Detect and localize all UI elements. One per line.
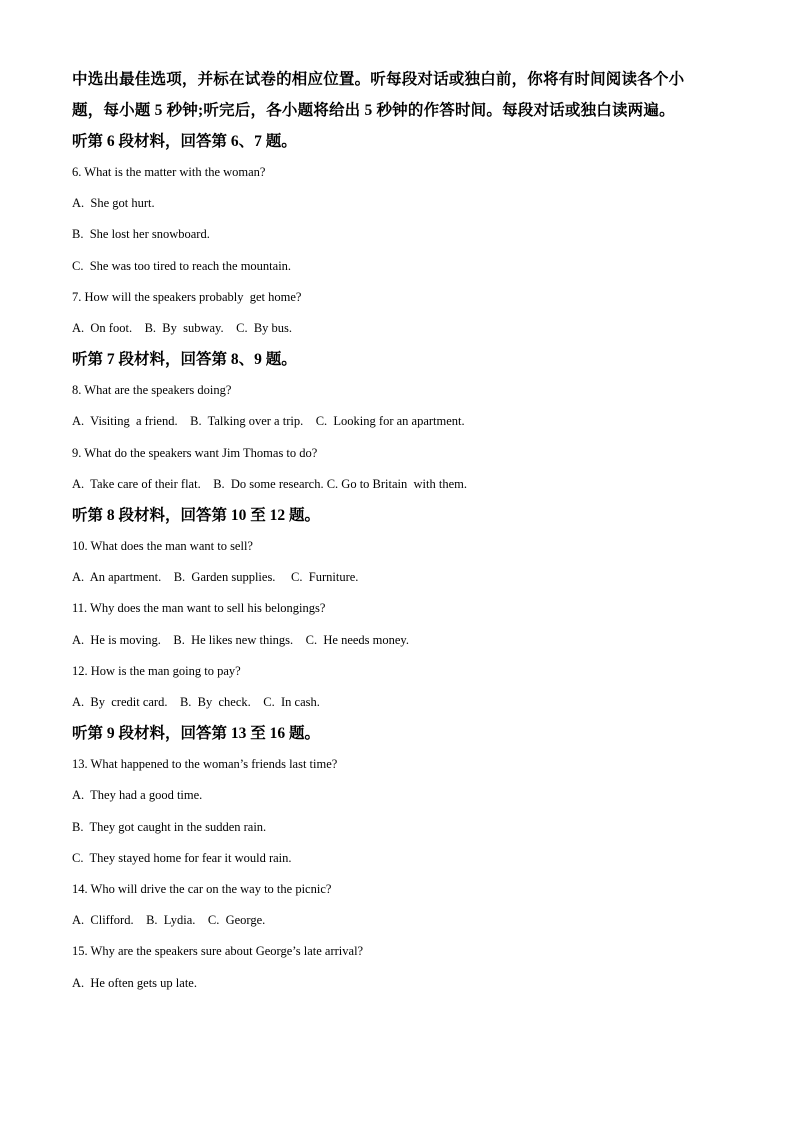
question-15: 15. Why are the speakers sure about George’s late arrival? [72, 944, 364, 959]
instructions-line-1: 中选出最佳选项，并标在试卷的相应位置。听每段对话或独白前，你将有时间阅读各个小 [72, 71, 685, 88]
option-13b: B. They got caught in the sudden rain. [72, 819, 267, 834]
section-7 [72, 344, 722, 500]
section-heading: 听第 6 段材料，回答第 6、7 题。 [72, 133, 297, 150]
question-8: 8. What are the speakers doing? [72, 383, 232, 398]
section-heading: 听第 7 段材料，回答第 8、9 题。 [72, 351, 297, 369]
options-14: A. Clifford. B. Lydia. C. George. [72, 913, 266, 928]
document-page [72, 64, 722, 999]
section-heading: 听第 9 段材料，回答第 13 至 16 题。 [72, 725, 321, 743]
options-12: A. By credit card. B. By check. C. In cash. [72, 695, 320, 710]
option-6a: A. She got hurt. [72, 196, 155, 211]
question-10: 10. What does the man want to sell? [72, 539, 253, 554]
question-12: 12. How is the man going to pay? [72, 663, 241, 678]
section-9 [72, 718, 722, 999]
question-6: 6. What is the matter with the woman? [72, 165, 266, 179]
question-13: 13. What happened to the woman’s friends last time? [72, 757, 338, 772]
options-11: A. He is moving. B. He likes new things. C. He needs money. [72, 632, 409, 647]
options-10: A. An apartment. B. Garden supplies. C. Furniture. [72, 570, 359, 585]
question-9: 9. What do the speakers want Jim Thomas to do? [72, 445, 318, 460]
question-11: 11. Why does the man want to sell his belongings? [72, 601, 326, 616]
section-heading: 听第 8 段材料，回答第 10 至 12 题。 [72, 507, 321, 525]
option-13c: C. They stayed home for fear it would rain. [72, 850, 292, 865]
options-7: A. On foot. B. By subway. C. By bus. [72, 321, 293, 336]
question-14: 14. Who will drive the car on the way to the picnic? [72, 882, 332, 897]
question-7: 7. How will the speakers probably get home? [72, 289, 302, 304]
option-13a: A. They had a good time. [72, 788, 203, 803]
option-15a: A. He often gets up late. [72, 975, 197, 990]
section-8 [72, 500, 722, 718]
section-6 [72, 126, 722, 344]
instructions-line-2: 题，每小题 5 秒钟;听完后，各小题将给出 5 秒钟的作答时间。每段对话或独白读两遍。 [72, 102, 675, 119]
option-6b: B. She lost her snowboard. [72, 227, 210, 242]
options-8: A. Visiting a friend. B. Talking over a trip. C. Looking for an apartment. [72, 414, 465, 429]
option-6c: C. She was too tired to reach the mountain. [72, 258, 292, 273]
options-9: A. Take care of their flat. B. Do some research. C. Go to Britain with them. [72, 476, 467, 491]
